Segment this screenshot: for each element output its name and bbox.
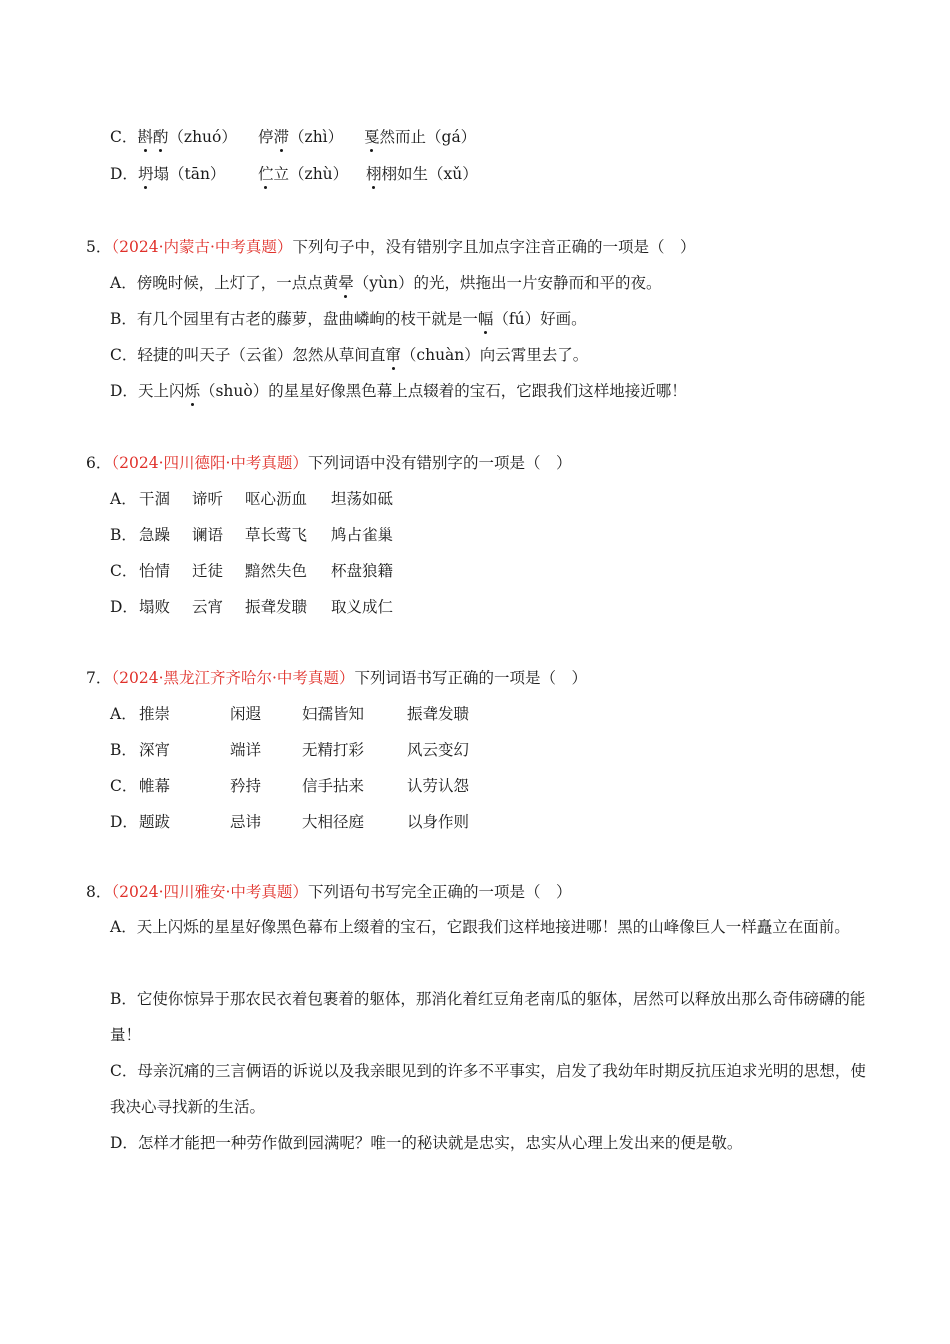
word-char: 立 <box>273 165 290 183</box>
dotted-char: 幅 <box>477 310 494 328</box>
word-char: 塌 <box>153 165 169 183</box>
question-text: 下列语句书写完全正确的一项是（ ） <box>307 883 572 901</box>
option-label: B． <box>110 526 137 544</box>
pinyin: （zhuó） <box>168 128 237 146</box>
option-word: 信手拈来 <box>302 777 365 795</box>
q7-stem <box>86 667 587 689</box>
option-text: （chuàn）向云霄里去了。 <box>400 346 589 364</box>
option-label: D． <box>110 165 138 183</box>
option-word: 忌讳 <box>230 813 262 831</box>
question-source: （2024·黑龙江齐齐哈尔·中考真题） <box>111 669 355 687</box>
option-word: 大相径庭 <box>302 813 365 831</box>
option-word: 云宵 <box>192 598 224 616</box>
option-word: 闲遐 <box>230 705 262 723</box>
q4-option-c <box>110 126 237 148</box>
option-word: 草长莺飞 <box>245 526 308 544</box>
option-word: 题跋 <box>139 813 171 831</box>
option-word: 谛听 <box>192 490 224 508</box>
dotted-char: 坍 <box>137 165 154 183</box>
pinyin: （zhì） <box>289 128 344 146</box>
q5-option-a <box>110 272 661 294</box>
q5-option-d <box>110 380 687 402</box>
option-word: 振聋发聩 <box>407 705 470 723</box>
question-text: 下列词语中没有错别字的一项是（ ） <box>307 454 572 472</box>
option-word: 迁徒 <box>192 562 224 580</box>
q4-c-word2 <box>258 126 343 148</box>
option-word: 怡情 <box>139 562 171 580</box>
question-number: 6． <box>86 454 112 472</box>
option-text: 天上闪 <box>137 382 185 400</box>
option-word: 谰语 <box>192 526 224 544</box>
question-text: 下列句子中，没有错别字且加点字注音正确的一项是（ ） <box>292 238 696 256</box>
option-word: 端详 <box>230 741 262 759</box>
option-label: B． <box>110 310 137 328</box>
q8-option-a: A．天上闪烁的星星好像黑色幕布上缀着的宝石，它跟我们这样地接进哪！黑的山峰像巨人一样矗立在面前。 <box>110 918 850 936</box>
option-word: 妇孺皆知 <box>302 705 365 723</box>
dotted-char: 烁 <box>184 382 200 400</box>
option-word: 呕心沥血 <box>245 490 308 508</box>
question-number: 7． <box>86 669 112 687</box>
q5-option-c <box>110 344 588 366</box>
option-text: （fú）好画。 <box>493 310 587 328</box>
option-word: 坦荡如砥 <box>331 490 394 508</box>
q8-option-c: C．母亲沉痛的三言俩语的诉说以及我亲眼见到的许多不平事实，启发了我幼年时期反抗压迫求光明的思想，使我决心寻找新的生活。 <box>110 1062 866 1116</box>
option-label: C． <box>110 346 138 364</box>
option-text: （yùn）的光，烘拖出一片安静而和平的夜。 <box>353 274 662 292</box>
word-rest: 然而止（gá） <box>379 128 477 146</box>
pinyin: （tān） <box>168 165 226 183</box>
option-word: 帷幕 <box>139 777 171 795</box>
option-word: 急躁 <box>139 526 171 544</box>
question-source: （2024·内蒙古·中考真题） <box>111 238 293 256</box>
option-word: 以身作则 <box>407 813 470 831</box>
option-word: 干涸 <box>139 490 171 508</box>
q8-option-d: D．怎样才能把一种劳作做到园满呢？唯一的秘诀就是忠实，忠实从心理上发出来的便是敬。 <box>110 1134 743 1152</box>
option-label: A． <box>110 705 137 723</box>
q4-option-d <box>110 163 225 185</box>
q4-d-word2 <box>258 163 348 185</box>
option-word: 塌败 <box>139 598 171 616</box>
word-rest: 栩如生（xǔ） <box>381 165 478 183</box>
dotted-char: 晕 <box>338 274 354 292</box>
question-source: （2024·四川雅安·中考真题） <box>111 883 308 901</box>
option-word: 风云变幻 <box>407 741 470 759</box>
q8-option-b: B．它使你惊异于那农民衣着包裹着的躯体，那消化着红豆角老南瓜的躯体，居然可以释放出那么奇伟磅礴的能量！ <box>110 990 866 1044</box>
option-label: D． <box>110 382 138 400</box>
q4-d-word3 <box>366 163 478 185</box>
dotted-char: 斟 <box>137 128 153 146</box>
q5-stem <box>86 236 695 258</box>
dotted-char: 栩 <box>366 165 382 183</box>
option-label: C． <box>110 128 138 146</box>
option-word: 黯然失色 <box>245 562 308 580</box>
word-char: 停 <box>258 128 274 146</box>
q4-c-word3 <box>364 126 476 148</box>
question-number: 5． <box>86 238 112 256</box>
question-text: 下列词语书写正确的一项是（ ） <box>354 669 587 687</box>
dotted-char: 滞 <box>273 128 290 146</box>
dotted-char: 窜 <box>385 346 401 364</box>
option-word: 推崇 <box>139 705 171 723</box>
dotted-char: 酌 <box>152 128 169 146</box>
option-text: 有几个园里有古老的藤萝，盘曲嶙峋的枝干就是一 <box>136 310 478 328</box>
option-word: 无精打彩 <box>302 741 365 759</box>
option-word: 鸠占雀巢 <box>331 526 394 544</box>
option-label: A． <box>110 490 137 508</box>
dotted-char: 伫 <box>258 165 274 183</box>
option-word: 深宵 <box>139 741 171 759</box>
option-label: A． <box>110 274 137 292</box>
option-label: B． <box>110 741 137 759</box>
question-source: （2024·四川德阳·中考真题） <box>111 454 308 472</box>
option-text: 傍晚时候，上灯了，一点点黄 <box>136 274 339 292</box>
question-number: 8． <box>86 883 112 901</box>
option-label: C． <box>110 562 138 580</box>
q5-option-b <box>110 308 587 330</box>
option-word: 振聋发聩 <box>245 598 308 616</box>
option-text: 轻捷的叫天子（云雀）忽然从草间直 <box>137 346 386 364</box>
option-label: D． <box>110 598 138 616</box>
option-label: C． <box>110 777 138 795</box>
option-word: 取义成仁 <box>331 598 394 616</box>
q6-stem <box>86 452 571 474</box>
option-word: 矜持 <box>230 777 262 795</box>
option-word: 认劳认怨 <box>407 777 470 795</box>
option-word: 杯盘狼籍 <box>331 562 394 580</box>
pinyin: （zhù） <box>289 165 349 183</box>
option-label: D． <box>110 813 138 831</box>
option-text: （shuò）的星星好像黑色幕上点辍着的宝石，它跟我们这样地接近哪！ <box>199 382 687 400</box>
dotted-char: 戛 <box>364 128 380 146</box>
q8-stem <box>86 881 571 903</box>
